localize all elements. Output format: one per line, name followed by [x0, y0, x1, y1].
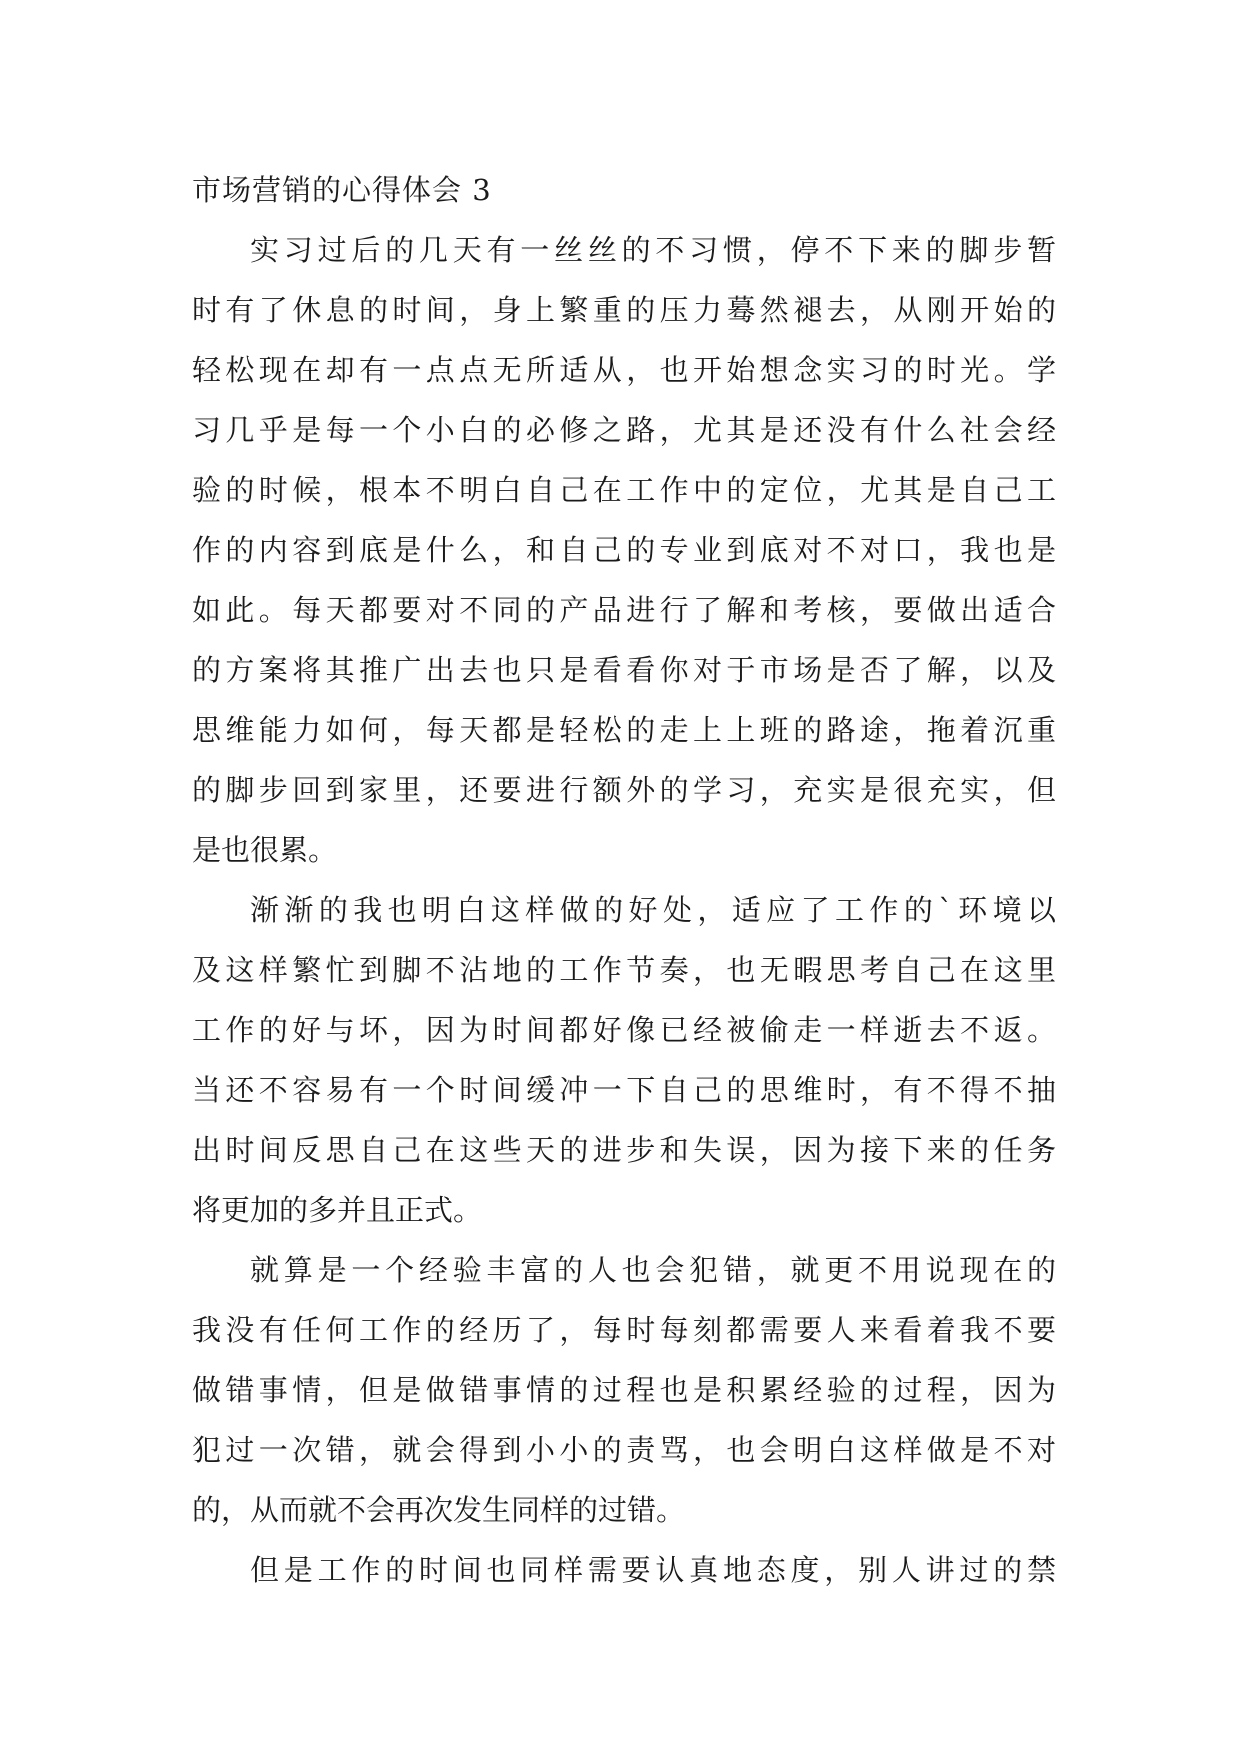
paragraph-2	[192, 880, 1056, 1240]
text-line: 轻松现在却有一点点无所适从，也开始想念实习的时光。学	[192, 353, 1056, 387]
text-line: 但是工作的时间也同样需要认真地态度，别人讲过的禁	[250, 1553, 1056, 1587]
text-line: 将更加的多并且正式。	[192, 1193, 483, 1227]
text-line: 是也很累。	[192, 833, 338, 867]
text-line: 习几乎是每一个小白的必修之路，尤其是还没有什么社会经	[192, 413, 1056, 447]
text-line: 时有了休息的时间，身上繁重的压力蓦然褪去，从刚开始的	[192, 293, 1056, 327]
text-line: 如此。每天都要对不同的产品进行了解和考核，要做出适合	[192, 593, 1056, 627]
text-line: 实习过后的几天有一丝丝的不习惯，停不下来的脚步暂	[250, 233, 1056, 267]
text-line: 及这样繁忙到脚不沾地的工作节奏，也无暇思考自己在这里	[192, 953, 1056, 987]
text-line: 的，从而就不会再次发生同样的过错。	[192, 1493, 686, 1527]
text-line: 思维能力如何，每天都是轻松的走上上班的路途，拖着沉重	[192, 713, 1056, 747]
paragraph-1	[192, 220, 1056, 880]
text-line: 就算是一个经验丰富的人也会犯错，就更不用说现在的	[250, 1253, 1056, 1287]
paragraph-4	[192, 1540, 1056, 1600]
text-line: 渐渐的我也明白这样做的好处，适应了工作的`环境以	[250, 893, 1056, 927]
text-line: 工作的好与坏，因为时间都好像已经被偷走一样逝去不返。	[192, 1013, 1056, 1047]
paragraph-3	[192, 1240, 1056, 1540]
text-line: 作的内容到底是什么，和自己的专业到底对不对口，我也是	[192, 533, 1056, 567]
document-body	[192, 160, 1056, 1600]
text-line: 的方案将其推广出去也只是看看你对于市场是否了解，以及	[192, 653, 1056, 687]
text-line: 当还不容易有一个时间缓冲一下自己的思维时，有不得不抽	[192, 1073, 1056, 1107]
text-line: 犯过一次错，就会得到小小的责骂，也会明白这样做是不对	[192, 1433, 1056, 1467]
document-title: 市场营销的心得体会 3	[192, 173, 492, 207]
text-line: 验的时候，根本不明白自己在工作中的定位，尤其是自己工	[192, 473, 1056, 507]
text-line: 我没有任何工作的经历了，每时每刻都需要人来看着我不要	[192, 1313, 1056, 1347]
text-line: 出时间反思自己在这些天的进步和失误，因为接下来的任务	[192, 1133, 1056, 1167]
text-line: 的脚步回到家里，还要进行额外的学习，充实是很充实，但	[192, 773, 1056, 807]
text-line: 做错事情，但是做错事情的过程也是积累经验的过程，因为	[192, 1373, 1056, 1407]
